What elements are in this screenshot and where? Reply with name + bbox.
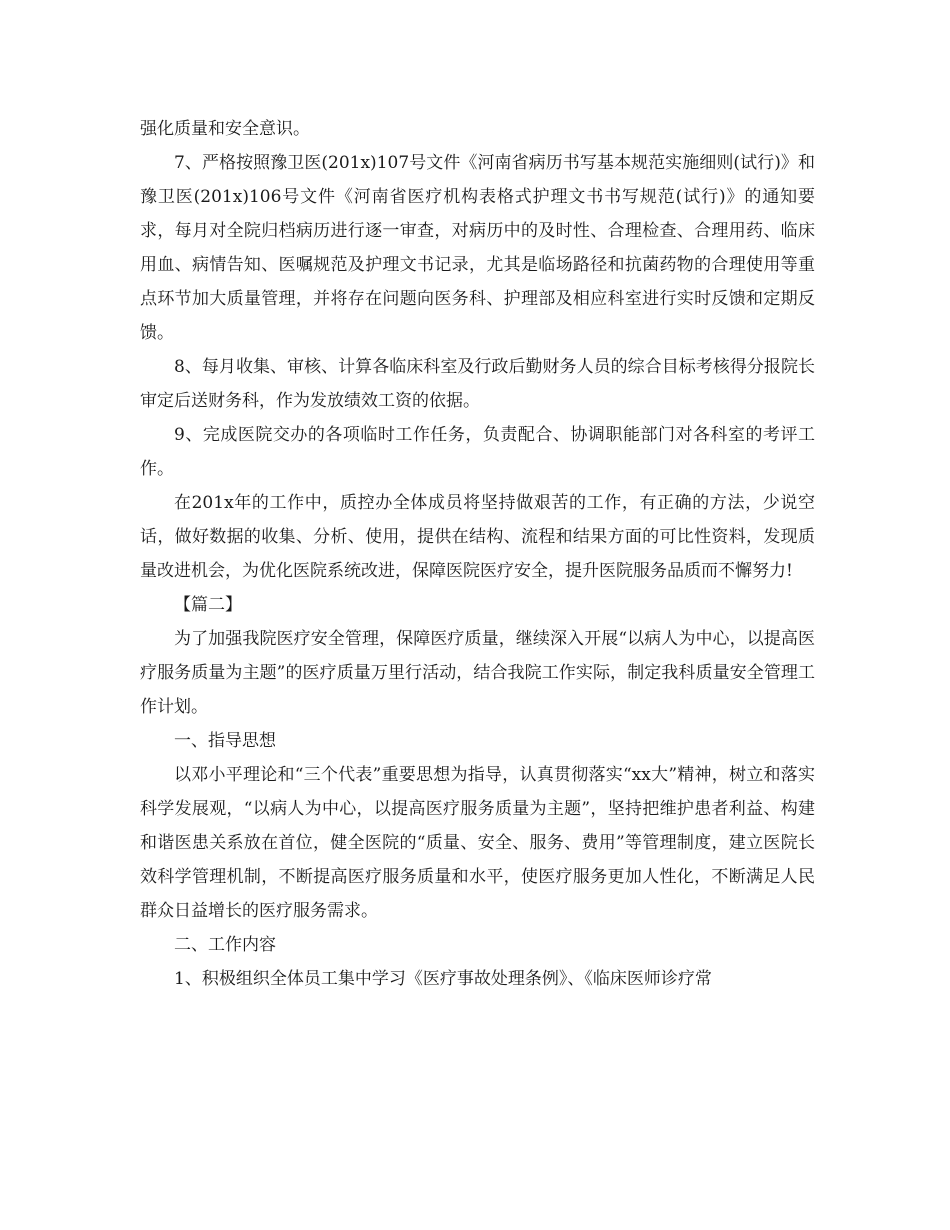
paragraph-continuation: 强化质量和安全意识。 <box>140 119 310 139</box>
paragraph-work-item-1: 1、积极组织全体员工集中学习《医疗事故处理条例》、《临床医师诊疗常 <box>174 969 712 989</box>
section-heading-work-content: 二、工作内容 <box>174 935 276 955</box>
paragraph-introduction: 为了加强我院医疗安全管理，保障医疗质量，继续深入开展“以病人为中心，以提高医疗服务质量为主题”的医疗质量万里行活动，结合我院工作实际，制定我科质量安全管理工作计划。 <box>140 629 815 717</box>
paragraph-conclusion: 在201x年的工作中，质控办全体成员将坚持做艰苦的工作，有正确的方法，少说空话，做好数据的收集、分析、使用，提供在结构、流程和结果方面的可比性资料，发现质量改进机会，为优化医院系统改进，保障医院医疗安全，提升医院服务品质而不懈努力! <box>140 493 815 581</box>
paragraph-item-8: 8、每月收集、审核、计算各临床科室及行政后勤财务人员的综合目标考核得分报院长审定后送财务科，作为发放绩效工资的依据。 <box>140 357 815 411</box>
document-body <box>140 112 815 996</box>
paragraph-item-9: 9、完成医院交办的各项临时工作任务，负责配合、协调职能部门对各科室的考评工作。 <box>140 425 815 479</box>
section-heading-guiding-ideology: 一、指导思想 <box>174 731 276 751</box>
paragraph-guiding-ideology: 以邓小平理论和“三个代表”重要思想为指导，认真贯彻落实“xx大”精神，树立和落实科学发展观，“以病人为中心，以提高医疗服务质量为主题”，坚持把维护患者利益、构建和谐医患关系放在首位，健全医院的“质量、安全、服务、费用”等管理制度，建立医院长效科学管理机制，不断提高医疗服务质量和水平，使医疗服务更加人性化，不断满足人民群众日益增长的医疗服务需求。 <box>140 765 815 921</box>
paragraph-item-7: 7、严格按照豫卫医(201x)107号文件《河南省病历书写基本规范实施细则(试行)》和豫卫医(201x)106号文件《河南省医疗机构表格式护理文书书写规范(试行)》的通知要求，每月对全院归档病历进行逐一审查，对病历中的及时性、合理检查、合理用药、临床用血、病情告知、医嘱规范及护理文书记录，尤其是临场路径和抗菌药物的合理使用等重点环节加大质量管理，并将存在问题向医务科、护理部及相应科室进行实时反馈和定期反馈。 <box>140 153 815 343</box>
section-heading-part-two: 【篇二】 <box>174 595 242 615</box>
